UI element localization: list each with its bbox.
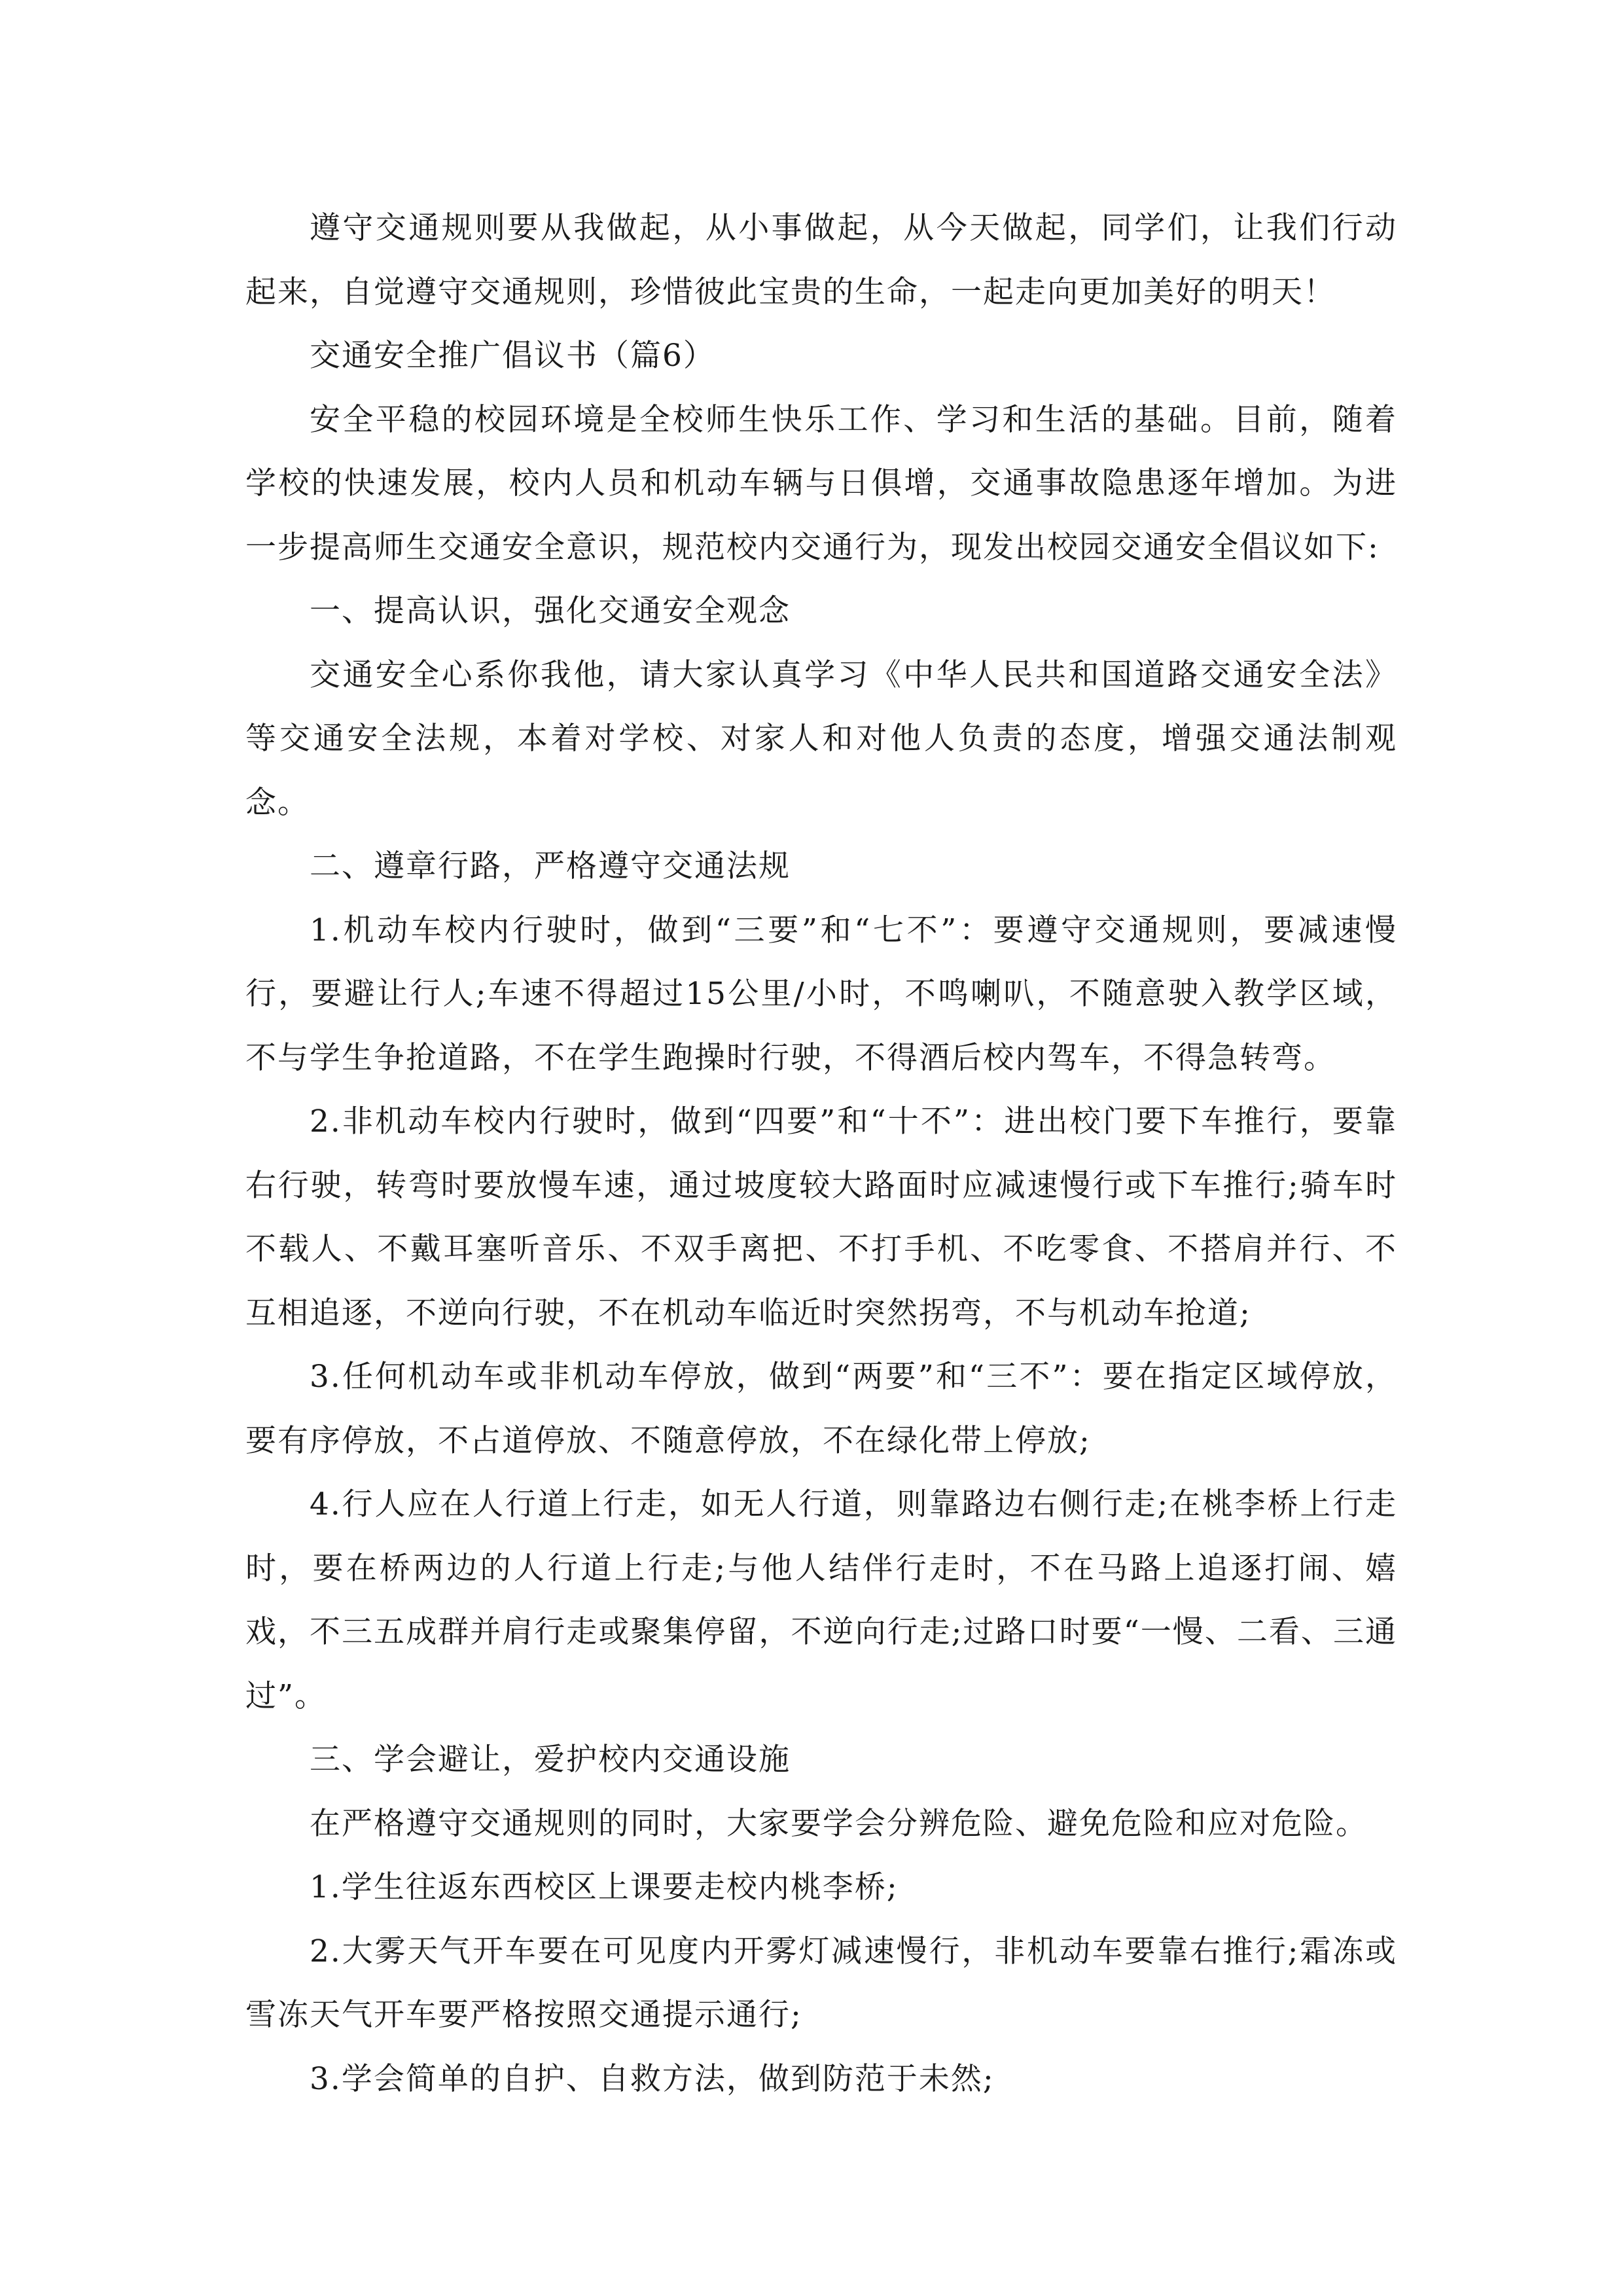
paragraph-closing-appeal: 遵守交通规则要从我做起，从小事做起，从今天做起，同学们，让我们行动起来，自觉遵守交通规则，珍惜彼此宝贵的生命，一起走向更加美好的明天！ xyxy=(245,210,1397,310)
paragraph-intro: 安全平稳的校园环境是全校师生快乐工作、学习和生活的基础。目前，随着学校的快速发展，校内人员和机动车辆与日俱增，交通事故隐患逐年增加。为进一步提高师生交通安全意识，规范校内交通行为，现发出校园交通安全倡议如下: xyxy=(245,401,1397,565)
list-item-motor-vehicle: 1.机动车校内行驶时，做到“三要”和“七不”：要遵守交通规则，要减速慢行，要避让行人;车速不得超过15公里/小时，不鸣喇叭，不随意驶入教学区域，不与学生争抢道路，不在学生跑操时行驶，不得酒后校内驾车，不得急转弯。 xyxy=(245,912,1397,1076)
paragraph-part-3: 在严格遵守交通规则的同时，大家要学会分辨危险、避免危险和应对危险。 xyxy=(310,1805,1368,1842)
list-item-bridge: 1.学生往返东西校区上课要走校内桃李桥; xyxy=(310,1869,899,1905)
list-item-non-motor-vehicle: 2.非机动车校内行驶时，做到“四要”和“十不”：进出校门要下车推行，要靠右行驶，转弯时要放慢车速，通过坡度较大路面时应减速慢行或下车推行;骑车时不载人、不戴耳塞听音乐、不双手离把、不打手机、不吃零食、不搭肩并行、不互相追逐，不逆向行驶，不在机动车临近时突然拐弯，不与机动车抢道; xyxy=(245,1103,1397,1331)
paragraph-part-1: 交通安全心系你我他，请大家认真学习《中华人民共和国道路交通安全法》等交通安全法规，本着对学校、对家人和对他人负责的态度，增强交通法制观念。 xyxy=(245,656,1397,821)
list-item-self-protection: 3.学会简单的自护、自救方法，做到防范于未然; xyxy=(310,2060,995,2097)
heading-part-3: 三、学会避让，爱护校内交通设施 xyxy=(310,1742,791,1778)
list-item-weather: 2.大雾天气开车要在可见度内开雾灯减速慢行，非机动车要靠右推行;霜冻或雪冻天气开车要严格按照交通提示通行; xyxy=(245,1933,1397,2033)
document-body xyxy=(245,196,1397,2111)
section-title: 交通安全推广倡议书（篇6） xyxy=(310,338,715,374)
list-item-pedestrian: 4.行人应在人行道上行走，如无人行道，则靠路边右侧行走;在桃李桥上行走时，要在桥两边的人行道上行走;与他人结伴行走时，不在马路上追逐打闹、嬉戏，不三五成群并肩行走或聚集停留，不逆向行走;过路口时要“一慢、二看、三通过”。 xyxy=(245,1486,1397,1714)
heading-part-2: 二、遵章行路，严格遵守交通法规 xyxy=(310,848,791,884)
list-item-parking: 3.任何机动车或非机动车停放，做到“两要”和“三不”：要在指定区域停放，要有序停放，不占道停放、不随意停放，不在绿化带上停放; xyxy=(245,1359,1397,1459)
heading-part-1: 一、提高认识，强化交通安全观念 xyxy=(310,593,791,629)
